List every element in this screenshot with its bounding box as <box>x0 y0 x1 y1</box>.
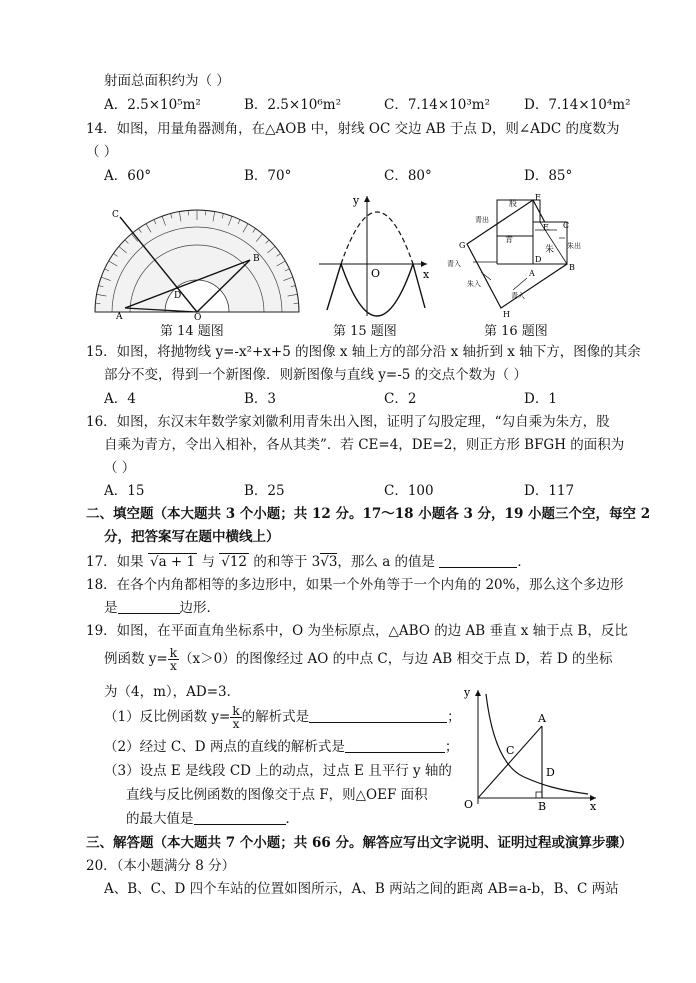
q17-answer-blank[interactable] <box>439 553 517 568</box>
caption-fig16: 第 16 题图 <box>484 324 548 339</box>
q15-option-a: A．4 <box>104 391 136 407</box>
q19-stem-line2 <box>104 644 613 674</box>
q17-radicand-1: a + 1 <box>158 554 196 570</box>
q18-post: 边形． <box>179 600 220 616</box>
fig14-protractor <box>90 195 305 323</box>
fig15-label-y: y <box>353 194 360 207</box>
fig16-label-zhuru: 朱入 <box>467 280 481 288</box>
q19-stem-line3: 为（4，m），AD=3． <box>104 684 241 700</box>
q19-part1-blank[interactable] <box>309 708 447 723</box>
q15-option-b: B．3 <box>244 391 277 407</box>
fig19-label-o: O <box>464 798 474 811</box>
fig19-coordinate-graph <box>458 684 608 813</box>
fig15-parabola <box>315 190 435 320</box>
q19-part2-semicolon: ； <box>444 739 459 755</box>
q19-part1-semicolon: ； <box>447 709 461 725</box>
fig16-label-g: G <box>459 241 466 250</box>
q16-option-d: D．117 <box>524 483 575 499</box>
fig19-label-b: B <box>538 800 547 813</box>
q16-stem-line3: （ ） <box>104 460 136 476</box>
fig16-label-qingchu: 青出 <box>475 216 489 224</box>
q19-func-pre: 例函数 y= <box>104 651 168 667</box>
q17-radicand-2: 12 <box>229 554 248 570</box>
fig16-label-qingru-bottom: 青入 <box>511 292 525 300</box>
q20-stem-line: A、B、C、D 四个车站的位置如图所示，A、B 两站之间的距离 AB=a-b，B、C 两站 <box>104 881 619 897</box>
fig16-label-gu: 股 <box>509 199 517 208</box>
q17-post1: 的和等于 3 <box>253 554 321 570</box>
fig16-label-e: E <box>543 223 549 232</box>
q15-stem-line1: 15．如图，将抛物线 y=-x²+x+5 的图像 x 轴上方的部分沿 x 轴折到 x 轴下方，图像的其余 <box>86 344 641 360</box>
q17-mid: 与 <box>201 554 215 570</box>
q19-part3-line3 <box>126 810 299 828</box>
q13-option-b: B．2.5×10⁶m² <box>244 97 342 113</box>
fig16-label-zhuchu: 朱出 <box>567 242 581 250</box>
q15-option-d: D．1 <box>524 391 557 407</box>
q17-stem: 17．如果 √a + 1 与 √12 的和等于 3√3，那么 a 的值是 ． <box>86 554 531 570</box>
fig19-label-x: x <box>590 800 597 813</box>
q16-option-a: A．15 <box>104 483 145 499</box>
q14-option-d: D．85° <box>524 168 573 184</box>
q18-pre: 是 <box>104 600 118 616</box>
fig15-label-x: x <box>423 268 430 281</box>
fig19-side-ao <box>478 726 542 798</box>
q13-option-d: D．7.14×10⁴m² <box>524 97 631 113</box>
fig16-label-a: A <box>529 269 535 278</box>
q19-part3-period: ． <box>285 811 299 827</box>
q15-stem-line2: 部分不变，得到一个新图像．则新图像与直线 y=-5 的交点个数为（ ） <box>104 367 527 383</box>
q19-frac-x: x <box>169 659 177 673</box>
q20-heading: 20．（本小题满分 8 分） <box>86 858 236 874</box>
q19-part2-blank[interactable] <box>345 738 445 753</box>
q19-part1-post: 的解析式是 <box>241 709 310 725</box>
section3-header: 三、解答题（本大题共 7 个小题；共 66 分。解答应写出文字说明、证明过程或演算步骤） <box>86 835 633 851</box>
q19-part3-blank[interactable] <box>194 810 286 825</box>
fig14-label-o: O <box>194 313 202 323</box>
q17-radicand-3: 3 <box>328 554 338 570</box>
fig16-label-qing: 青 <box>505 235 513 244</box>
fig15-label-o: O <box>371 267 381 280</box>
fig19-label-d: D <box>546 766 555 779</box>
fig14-label-b: B <box>253 254 260 264</box>
fig19-label-c: C <box>506 744 515 757</box>
q14-stem-line1: 14．如图，用量角器测角，在△AOB 中，射线 OC 交边 AB 于点 D，则∠ADC 的度数为 <box>86 121 620 137</box>
q19-stem-line1: 19．如图，在平面直角坐标系中，O 为坐标原点，△ABO 的边 AB 垂直 x 轴于点 B，反比 <box>86 623 628 639</box>
q15-option-c: C．2 <box>384 391 417 407</box>
q17-end: ． <box>517 554 531 570</box>
section2-header-line2: 分，把答案写在题中横线上） <box>104 529 280 545</box>
fig16-label-qingru-left: 青入 <box>447 260 461 268</box>
fig15-upper-dashed <box>341 212 413 264</box>
fig14-label-c: C <box>112 210 119 220</box>
q19-part1-frac-k: k <box>232 704 240 718</box>
q19-part1-frac-x: x <box>232 717 240 731</box>
q18-stem-line2 <box>104 599 220 617</box>
q19-part3-line1: （3）设点 E 是线段 CD 上的动点，过点 E 且平行 y 轴的 <box>104 763 452 779</box>
q19-part1-pre: （1）反比例函数 y= <box>104 709 231 725</box>
fig16-label-b: B <box>569 263 575 272</box>
q16-stem-line2: 自乘为青方，令出入相补，各从其类”．若 CE=4，DE=2，则正方形 BFGH 的面积为 <box>104 437 625 453</box>
q18-answer-blank[interactable] <box>118 599 180 614</box>
q14-option-c: C．80° <box>384 168 432 184</box>
fig15-left-branch <box>327 264 341 310</box>
q16-option-b: B．25 <box>244 483 285 499</box>
fig16-label-c: C <box>563 221 570 230</box>
fig16-label-d: D <box>535 255 542 264</box>
fig16-label-f: F <box>535 193 541 202</box>
fig19-label-a: A <box>538 712 546 725</box>
q13-option-a: A．2.5×10⁵m² <box>104 97 201 113</box>
fig14-label-a: A <box>116 312 123 322</box>
q19-part1 <box>104 702 461 732</box>
q13-continuation: 射面总面积约为（ ） <box>104 73 230 89</box>
section2-header-line1: 二、填空题（本大题共 3 个小题；共 12 分。17～18 小题各 3 分，19 小题三个空，每空 2 <box>86 506 651 522</box>
q14-option-a: A．60° <box>104 168 152 184</box>
q13-option-c: C．7.14×10³m² <box>384 97 491 113</box>
q19-func-post: （x＞0）的图像经过 AO 的中点 C，与边 AB 相交于点 D，若 D 的坐标 <box>179 651 613 667</box>
q19-frac-k: k <box>169 646 178 660</box>
fig19-hyperbola <box>486 694 588 794</box>
caption-fig15: 第 15 题图 <box>333 324 397 339</box>
q19-part2 <box>104 738 458 756</box>
caption-fig14: 第 14 题图 <box>160 324 224 339</box>
q16-option-c: C．100 <box>384 483 434 499</box>
q17-pre: 17．如果 <box>86 554 144 570</box>
q14-option-b: B．70° <box>244 168 292 184</box>
fig16-label-h: H <box>503 310 510 319</box>
q19-part3-line2: 直线与反比例函数的图像交于点 F，则△OEF 面积 <box>126 787 428 803</box>
q19-part2-text: （2）经过 C、D 两点的直线的解析式是 <box>104 739 345 755</box>
fig19-right-angle <box>536 792 542 798</box>
q17-post2: ，那么 a 的值是 <box>337 554 436 570</box>
fig16-inout-diagram <box>445 192 585 320</box>
fig14-label-d: D <box>174 291 182 301</box>
q14-stem-line2: （ ） <box>86 144 118 160</box>
fig19-label-y: y <box>464 686 471 699</box>
q16-stem-line1: 16．如图，东汉末年数学家刘徽利用青朱出入图，证明了勾股定理，“勾自乘为朱方，股 <box>86 414 610 430</box>
fig16-label-zhu: 朱 <box>545 245 555 255</box>
q19-part3-text: 的最大值是 <box>126 811 194 827</box>
q18-stem-line1: 18．在各个内角都相等的多边形中，如果一个外角等于一个内角的 20%，那么这个多边形 <box>86 577 624 593</box>
